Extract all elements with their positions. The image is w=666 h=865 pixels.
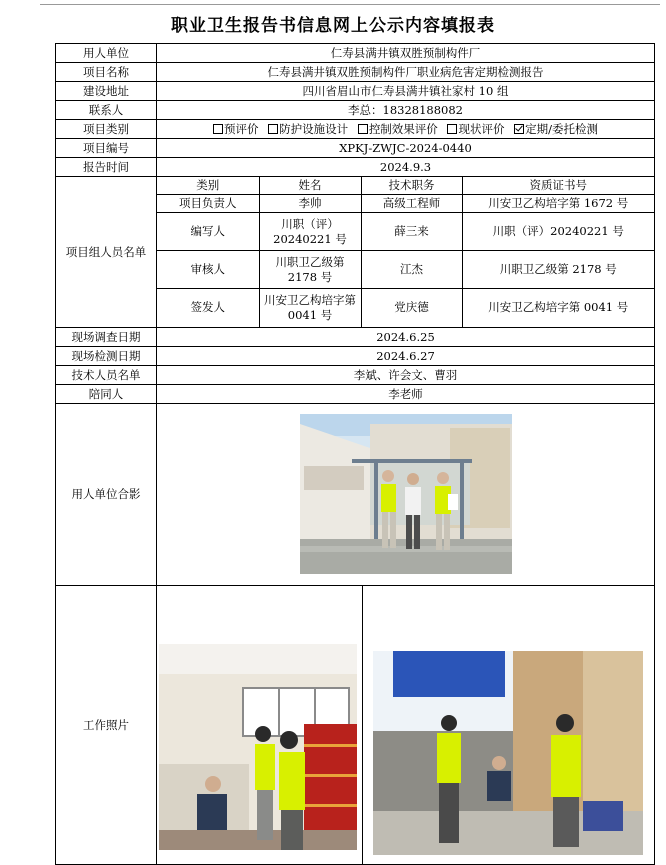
row-project-name [56,63,655,82]
team-cert: 川安卫乙构培字第 1672 号 [462,195,654,213]
team-row [157,195,654,213]
project-name-label: 项目名称 [56,63,157,82]
checkbox-icon [213,124,223,134]
team-name: 川职（评）20240221 号 [259,213,361,251]
row-group-photo [56,403,655,585]
report-date-label: 报告时间 [56,158,157,177]
team-row [157,289,654,327]
category-options [157,120,655,139]
project-no-label: 项目编号 [56,139,157,158]
team-cert: 川安卫乙构培字第 0041 号 [462,289,654,327]
team-header: 技术职务 [361,177,462,195]
category-label: 项目类别 [56,120,157,139]
category-option[interactable]: 控制效果评价 [358,122,438,136]
project-name-value: 仁寿县满井镇双胜预制构件厂职业病危害定期检测报告 [157,63,655,82]
survey-date-label: 现场调查日期 [56,327,157,346]
row-test-date [56,346,655,365]
team-title: 高级工程师 [361,195,462,213]
team-cell [157,177,655,328]
work-photo-right [373,651,643,855]
work-photos-table [157,586,654,864]
companion-value: 李老师 [157,384,655,403]
category-option[interactable]: 防护设施设计 [268,122,348,136]
work-photo-left [159,644,357,850]
team-table [157,177,654,327]
row-technicians [56,365,655,384]
category-option[interactable]: 现状评价 [447,122,504,136]
page-title: 职业卫生报告书信息网上公示内容填报表 [171,16,495,36]
group-photo [300,414,512,574]
row-contact [56,101,655,120]
top-rule [40,4,660,5]
work-photo-cell-left [157,586,362,864]
inspector-front [437,715,461,843]
team-role: 签发人 [157,289,259,327]
address-value: 四川省眉山市仁寿县满井镇社家村 10 组 [157,82,655,101]
work-photos-cell [157,585,655,864]
checkbox-icon [358,124,368,134]
category-option[interactable]: 预评价 [213,122,259,136]
team-label: 项目组人员名单 [56,177,157,328]
team-title: 江杰 [361,251,462,289]
row-survey-date [56,327,655,346]
team-role: 审核人 [157,251,259,289]
info-table [55,43,655,865]
row-address [56,82,655,101]
row-employer [56,44,655,63]
work-photos-row [157,586,654,864]
checkbox-icon [447,124,457,134]
work-photos-label: 工作照片 [56,585,157,864]
row-work-photos [56,585,655,864]
companion-label: 陪同人 [56,384,157,403]
technicians-value: 李斌、许会文、曹羽 [157,365,655,384]
team-cert: 川职卫乙级第 2178 号 [462,251,654,289]
test-date-value: 2024.6.27 [157,346,655,365]
team-role: 编写人 [157,213,259,251]
project-no-value: XPKJ-ZWJC-2024-0440 [157,139,655,158]
checkbox-checked-icon [514,124,524,134]
team-header: 类别 [157,177,259,195]
address-label: 建设地址 [56,82,157,101]
row-companion [56,384,655,403]
employer-label: 用人单位 [56,44,157,63]
team-role: 项目负责人 [157,195,259,213]
team-header: 姓名 [259,177,361,195]
group-photo-label: 用人单位合影 [56,403,157,585]
row-project-no [56,139,655,158]
checkbox-icon [268,124,278,134]
group-photo-cell [157,403,655,585]
contact-value: 李总：18328188082 [157,101,655,120]
team-row [157,213,654,251]
category-option[interactable]: 定期/委托检测 [514,122,598,136]
team-title: 党庆德 [361,289,462,327]
report-date-value: 2024.9.3 [157,158,655,177]
contact-label: 联系人 [56,101,157,120]
team-name: 川安卫乙构培字第 0041 号 [259,289,361,327]
row-report-date [56,158,655,177]
survey-date-value: 2024.6.25 [157,327,655,346]
technicians-label: 技术人员名单 [56,365,157,384]
employer-value: 仁寿县满井镇双胜预制构件厂 [157,44,655,63]
row-team [56,177,655,328]
team-header-row [157,177,654,195]
test-date-label: 现场检测日期 [56,346,157,365]
row-category [56,120,655,139]
team-cert: 川职（评）20240221 号 [462,213,654,251]
team-header: 资质证书号 [462,177,654,195]
team-row [157,251,654,289]
work-photo-cell-right [362,586,654,864]
team-name: 李帅 [259,195,361,213]
team-name: 川职卫乙级第 2178 号 [259,251,361,289]
team-title: 薛三来 [361,213,462,251]
